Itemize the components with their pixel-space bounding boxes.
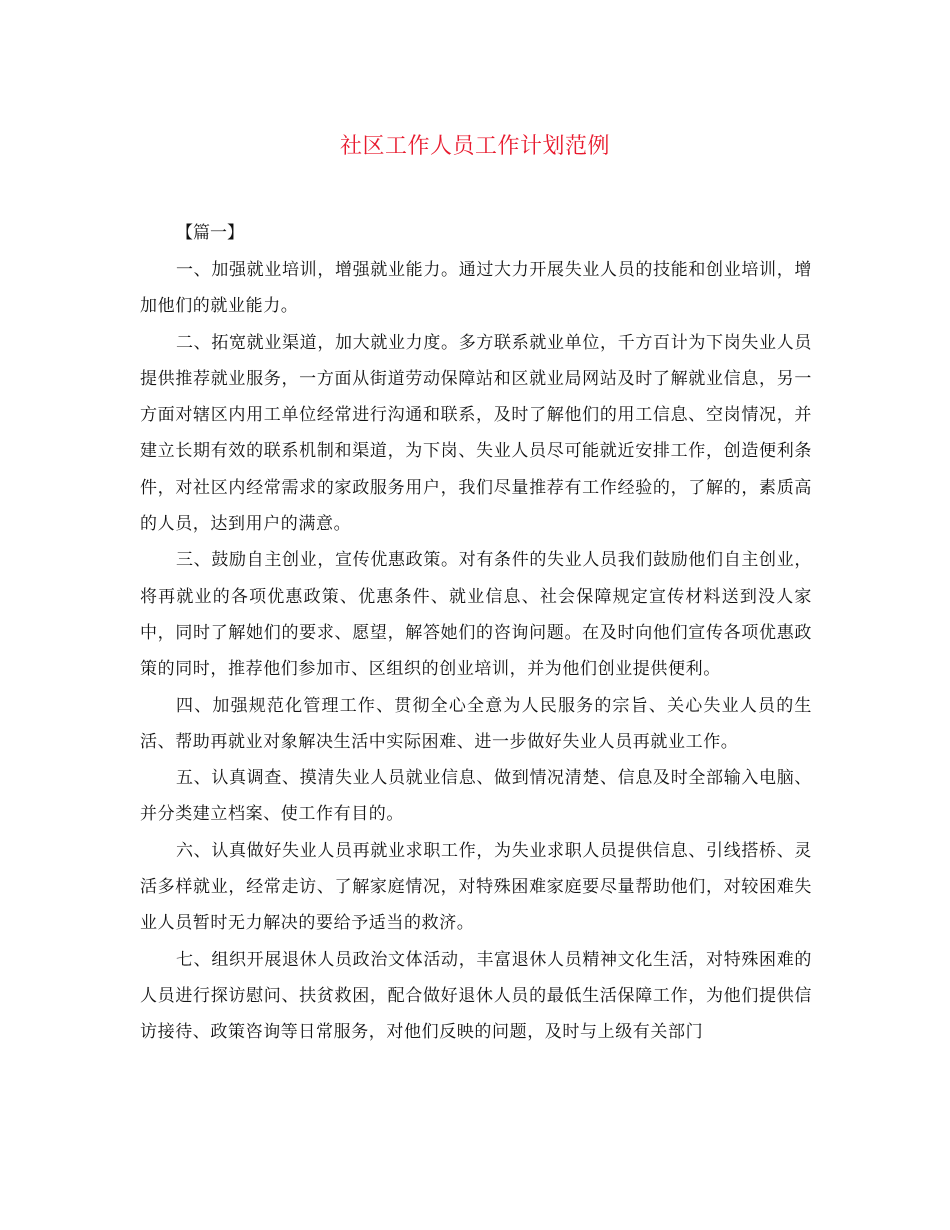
paragraph: 三、鼓励自主创业，宣传优惠政策。对有条件的失业人员我们鼓励他们自主创业，将再就业的各项优惠政策、优惠条件、就业信息、社会保障规定宣传材料送到没人家中，同时了解她们的要求、愿望，解答她们的咨询问题。在及时向他们宣传各项优惠政策的同时，推荐他们参加市、区组织的创业培训，并为他们创业提供便利。 xyxy=(140,550,812,680)
paragraph: 二、拓宽就业渠道，加大就业力度。多方联系就业单位，千方百计为下岗失业人员提供推荐就业服务，一方面从街道劳动保障站和区就业局网站及时了解就业信息，另一方面对辖区内用工单位经常进行沟通和联系，及时了解他们的用工信息、空岗情况，并建立长期有效的联系机制和渠道，为下岗、失业人员尽可能就近安排工作，创造便利条件，对社区内经常需求的家政服务用户，我们尽量推荐有工作经验的，了解的，素质高的人员，达到用户的满意。 xyxy=(140,332,812,535)
paragraph: 四、加强规范化管理工作、贯彻全心全意为人民服务的宗旨、关心失业人员的生活、帮助再就业对象解决生活中实际困难、进一步做好失业人员再就业工作。 xyxy=(140,695,812,752)
section-heading: 【篇一】 xyxy=(176,223,244,243)
paragraph: 一、加强就业培训，增强就业能力。通过大力开展失业人员的技能和创业培训，增加他们的就业能力。 xyxy=(140,260,812,317)
document-title: 社区工作人员工作计划范例 xyxy=(339,134,610,159)
paragraph: 六、认真做好失业人员再就业求职工作，为失业求职人员提供信息、引线搭桥、灵活多样就业，经常走访、了解家庭情况，对特殊困难家庭要尽量帮助他们，对较困难失业人员暂时无力解决的要给予适当的救济。 xyxy=(140,840,812,934)
paragraph: 七、组织开展退休人员政治文体活动，丰富退休人员精神文化生活，对特殊困难的人员进行探访慰问、扶贫救困，配合做好退休人员的最低生活保障工作，为他们提供信访接待、政策咨询等日常服务，对他们反映的问题，及时与上级有关部门 xyxy=(140,949,812,1043)
document-body xyxy=(140,252,812,1051)
paragraph: 五、认真调查、摸清失业人员就业信息、做到情况清楚、信息及时全部输入电脑、并分类建立档案、使工作有目的。 xyxy=(140,768,812,825)
